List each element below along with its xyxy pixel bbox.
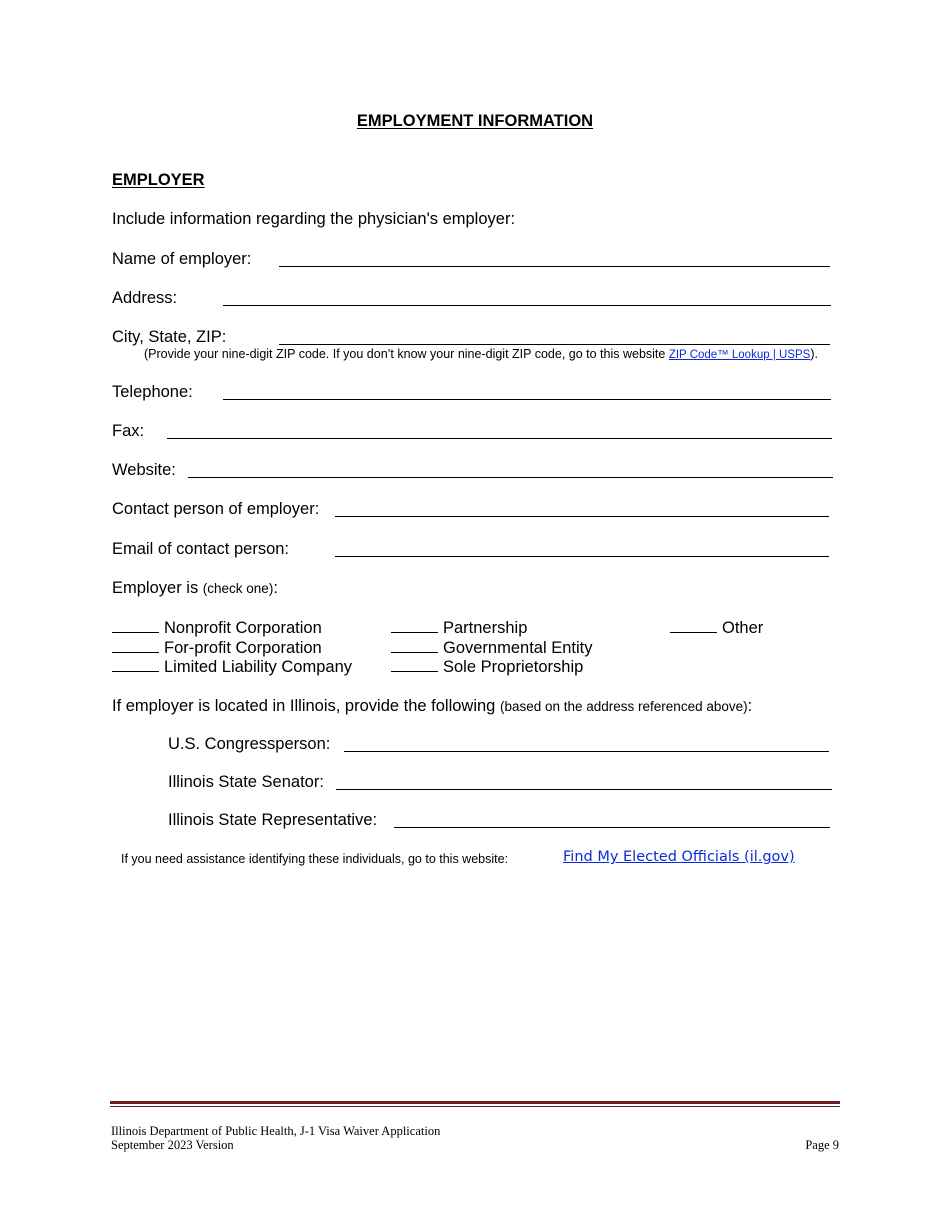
option-partnership[interactable]	[391, 618, 527, 638]
option-label: Governmental Entity	[443, 639, 593, 657]
telephone-label: Telephone:	[112, 383, 193, 401]
zip-note	[144, 347, 818, 361]
illinois-prompt-text: If employer is located in Illinois, provide the following	[112, 697, 500, 715]
fax-label: Fax:	[112, 422, 145, 440]
option-label: Nonprofit Corporation	[164, 619, 322, 637]
employer-name-field[interactable]	[279, 266, 830, 267]
illinois-prompt	[112, 697, 752, 716]
address-field[interactable]	[223, 305, 831, 306]
congressperson-label: U.S. Congressperson:	[168, 735, 331, 753]
state-senator-label: Illinois State Senator:	[168, 773, 324, 791]
state-representative-label: Illinois State Representative:	[168, 811, 378, 829]
option-sole-proprietorship[interactable]	[391, 657, 583, 677]
website-field[interactable]	[188, 477, 833, 478]
contact-person-field[interactable]	[335, 516, 829, 517]
congressperson-field[interactable]	[344, 751, 829, 752]
assist-text: If you need assistance identifying these individuals, go to this website:	[121, 852, 509, 866]
option-forprofit[interactable]	[112, 638, 322, 658]
employer-name-label: Name of employer:	[112, 250, 252, 268]
option-blank[interactable]	[391, 618, 438, 633]
page-number: Page 9	[805, 1138, 839, 1152]
employer-type-text: Employer is	[112, 579, 203, 597]
state-senator-field[interactable]	[336, 789, 832, 790]
option-governmental[interactable]	[391, 638, 592, 658]
employer-type-hint: (check one)	[202, 581, 274, 596]
zip-note-end: ).	[810, 347, 818, 361]
city-state-zip-label: City, State, ZIP:	[112, 328, 227, 346]
option-label: Limited Liability Company	[164, 658, 353, 676]
option-blank[interactable]	[112, 638, 159, 653]
option-blank[interactable]	[670, 618, 717, 633]
contact-person-label: Contact person of employer:	[112, 500, 320, 518]
footer-line-1: Illinois Department of Public Health, J-1 Visa Waiver Application	[111, 1124, 441, 1138]
page-title: EMPLOYMENT INFORMATION	[356, 112, 594, 130]
find-officials-link[interactable]: Find My Elected Officials (il.gov)	[563, 849, 795, 865]
zip-lookup-link[interactable]: ZIP Code™ Lookup | USPS	[668, 349, 811, 361]
option-blank[interactable]	[391, 638, 438, 653]
zip-note-text: (Provide your nine-digit ZIP code. If you don’t know your nine-digit ZIP code, go to this website	[144, 347, 669, 361]
option-label: Other	[722, 619, 764, 637]
footer-divider-thin	[110, 1106, 840, 1107]
state-representative-field[interactable]	[394, 827, 830, 828]
contact-email-field[interactable]	[335, 556, 829, 557]
employer-type-colon: :	[273, 579, 278, 597]
telephone-field[interactable]	[223, 399, 831, 400]
option-blank[interactable]	[112, 657, 159, 672]
contact-email-label: Email of contact person:	[112, 540, 290, 558]
address-label: Address:	[112, 289, 178, 307]
option-other[interactable]	[670, 618, 763, 638]
option-blank[interactable]	[391, 657, 438, 672]
option-blank[interactable]	[112, 618, 159, 633]
employer-type-label	[112, 579, 278, 598]
option-llc[interactable]	[112, 657, 352, 677]
option-label: For-profit Corporation	[164, 639, 322, 657]
intro-text: Include information regarding the physician's employer:	[112, 210, 516, 228]
fax-field[interactable]	[167, 438, 832, 439]
section-title: EMPLOYER	[112, 171, 205, 189]
option-label: Sole Proprietorship	[443, 658, 584, 676]
city-state-zip-field[interactable]	[279, 344, 830, 345]
footer-line-2: September 2023 Version	[111, 1138, 234, 1152]
website-label: Website:	[112, 461, 176, 479]
option-label: Partnership	[443, 619, 528, 637]
illinois-prompt-colon: :	[747, 697, 753, 715]
option-nonprofit[interactable]	[112, 618, 322, 638]
footer-divider	[110, 1101, 840, 1104]
illinois-prompt-hint: (based on the address referenced above)	[499, 699, 748, 714]
